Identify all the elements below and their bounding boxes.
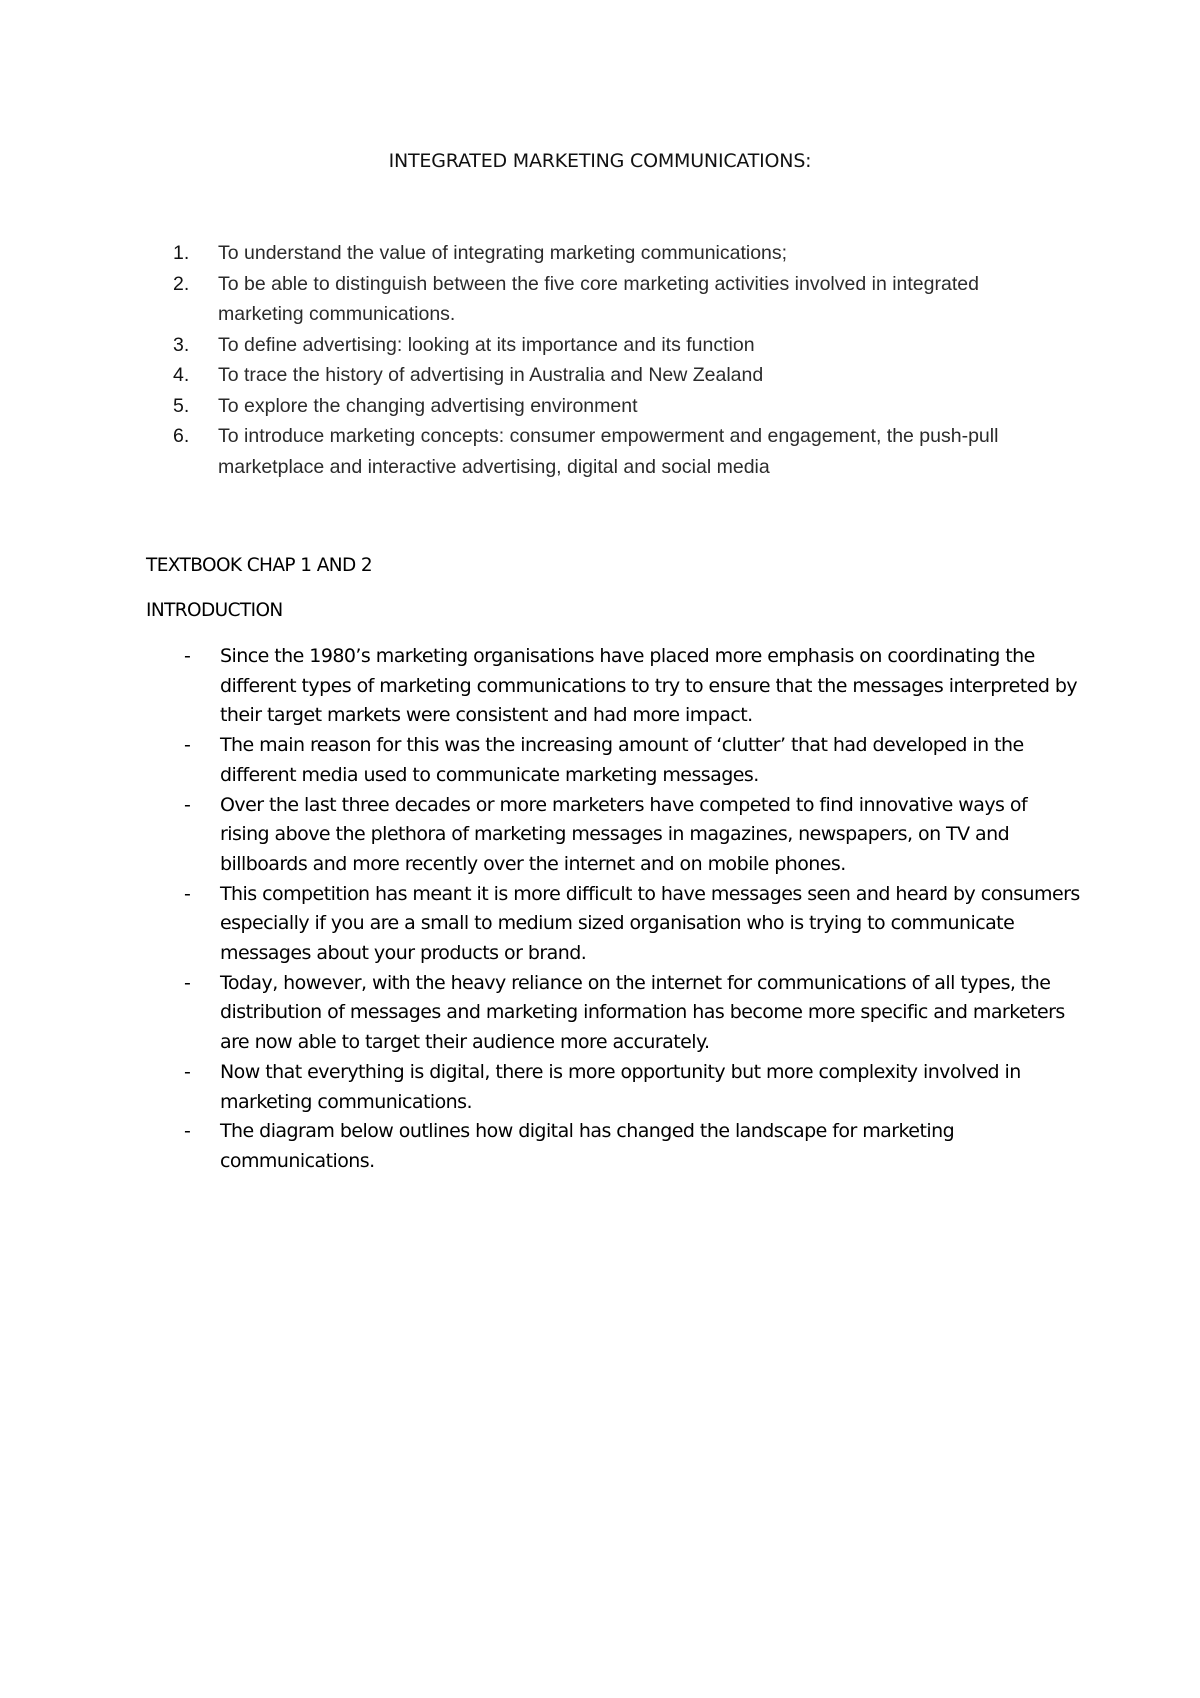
objective-item (166, 238, 1066, 269)
objective-number: 2. (173, 272, 190, 295)
introduction-bullet-list (180, 642, 1080, 1177)
bullet-dash: - (184, 882, 191, 905)
objective-number: 6. (173, 425, 190, 447)
bullet-dash: - (184, 793, 191, 816)
bullet-text: The diagram below outlines how digital has changed the landscape for marketing communications. (220, 1120, 955, 1172)
bullet-text: Over the last three decades or more marketers have competed to find innovative ways of rising above the plethora of marketing messages in magazines, newspapers, on TV and billboards and more recently over the internet and on mobile phones. (220, 793, 1028, 875)
bullet-dash: - (184, 645, 191, 667)
bullet-text: This competition has meant it is more difficult to have messages seen and heard by consumers especially if you are a small to medium sized organisation who is trying to communicate messages about your products or brand. (220, 882, 1080, 965)
bullet-item (180, 1117, 1080, 1176)
objective-item (166, 330, 1066, 361)
bullet-dash: - (184, 1060, 191, 1083)
objective-number: 3. (173, 333, 190, 356)
bullet-text: Since the 1980’s marketing organisations have placed more emphasis on coordinating the different types of marketing communications to try to ensure that the messages interpreted by their target markets were consistent and had more impact. (220, 645, 1078, 727)
bullet-text: Now that everything is digital, there is more opportunity but more complexity involved in marketing communications. (220, 1060, 1021, 1113)
objective-text: To understand the value of integrating marketing communications; (218, 242, 788, 264)
bullet-item (180, 731, 1080, 790)
bullet-item (180, 1058, 1080, 1117)
bullet-item (180, 969, 1080, 1058)
textbook-heading: TEXTBOOK CHAP 1 AND 2 (146, 555, 373, 576)
objectives-list (166, 238, 1066, 482)
objective-text: To introduce marketing concepts: consumer empowerment and engagement, the push-pull marketplace and interactive advertising, digital and social media (218, 425, 999, 478)
bullet-item (180, 880, 1080, 969)
bullet-dash: - (184, 734, 191, 757)
bullet-text: The main reason for this was the increasing amount of ‘clutter’ that had developed in the different media used to communicate marketing messages. (220, 734, 1024, 786)
bullet-item (180, 642, 1080, 731)
introduction-heading: INTRODUCTION (146, 600, 283, 621)
objective-number: 5. (173, 394, 190, 417)
objective-item (166, 360, 1066, 391)
objective-text: To define advertising: looking at its importance and its function (218, 333, 755, 356)
bullet-dash: - (184, 971, 191, 994)
objective-text: To trace the history of advertising in Australia and New Zealand (218, 364, 764, 386)
objective-item (166, 421, 1066, 482)
objective-number: 4. (173, 364, 190, 386)
objective-number: 1. (173, 242, 190, 264)
bullet-item (180, 791, 1080, 880)
document-title: INTEGRATED MARKETING COMMUNICATIONS: (388, 150, 812, 172)
objective-item (166, 391, 1066, 422)
objective-item (166, 269, 1066, 330)
objective-text: To be able to distinguish between the five core marketing activities involved in integrated marketing communications. (218, 272, 979, 325)
bullet-dash: - (184, 1120, 191, 1143)
bullet-text: Today, however, with the heavy reliance on the internet for communications of all types, the distribution of messages and marketing information has become more specific and marketers are now able to target their audience more accurately. (220, 971, 1065, 1054)
objective-text: To explore the changing advertising environment (218, 394, 638, 417)
